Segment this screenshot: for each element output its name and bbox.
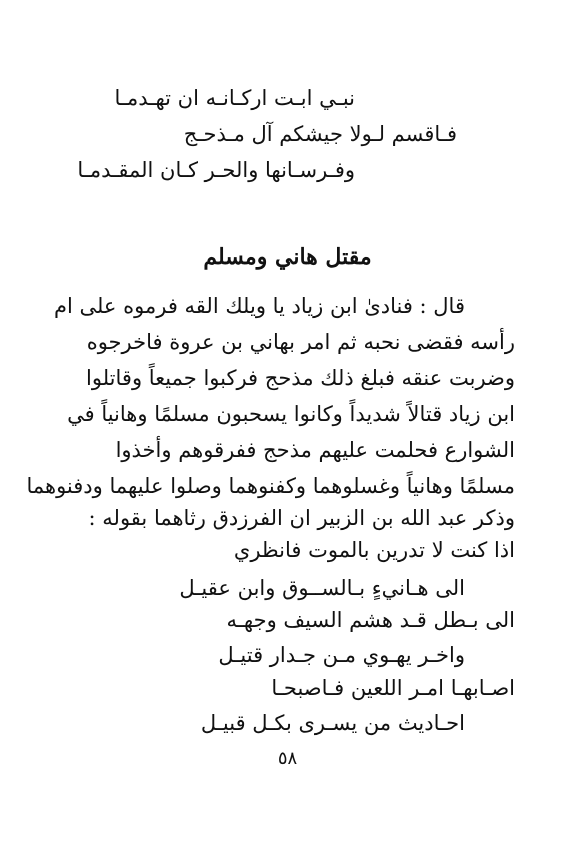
- poem-line: وفـرسـانها والحـر كـان المقـدمـا: [77, 158, 355, 182]
- prose-line: رأسه فقضى نحبه ثم امر بهاني بن عروة فاخرجوه: [86, 330, 515, 354]
- poem-line: فـاقسم لـولا جيشكم آل مـذحـج: [183, 122, 457, 146]
- poem-line: نبـي ابـت اركـانـه ان تهـدمـا: [114, 86, 355, 110]
- poem-line: اذا كنت لا تدرين بالموت فانظري: [233, 538, 515, 562]
- poem-line: الى بـطل قـد هشم السيف وجهـه: [226, 608, 515, 632]
- page-number: ٥٨: [277, 748, 298, 769]
- prose-line: الشوارع فحلمت عليهم مذحج ففرقوهم وأخذوا: [115, 438, 515, 462]
- poem-line: الى هـانيءٍ بـالســوق وابن عقيـل: [179, 576, 465, 600]
- poem-line: واخـر يهـوي مـن جـدار قتيـل: [218, 643, 465, 667]
- prose-line: ابن زياد قتالاً شديداً وكانوا يسحبون مسلمًا وهانياً في: [67, 402, 515, 426]
- poem-line: اصـابهـا امـر اللعين فـاصبحـا: [271, 676, 515, 700]
- section-title: مقتل هاني ومسلم: [203, 244, 372, 270]
- prose-line: وضربت عنقه فبلغ ذلك مذحج فركبوا جميعاً وقاتلوا: [86, 366, 515, 390]
- prose-line: مسلمًا وهانياً وغسلوهما وكفنوهما وصلوا عليهما ودفنوهما: [26, 474, 515, 498]
- poem-line: احـاديث من يسـرى بكـل قبيـل: [200, 711, 465, 735]
- prose-line: قال : فنادىٰ ابن زياد يا ويلك القه فرموه على ام: [53, 294, 465, 318]
- prose-line: وذكر عبد الله بن الزبير ان الفرزدق رثاهما بقوله :: [88, 506, 515, 530]
